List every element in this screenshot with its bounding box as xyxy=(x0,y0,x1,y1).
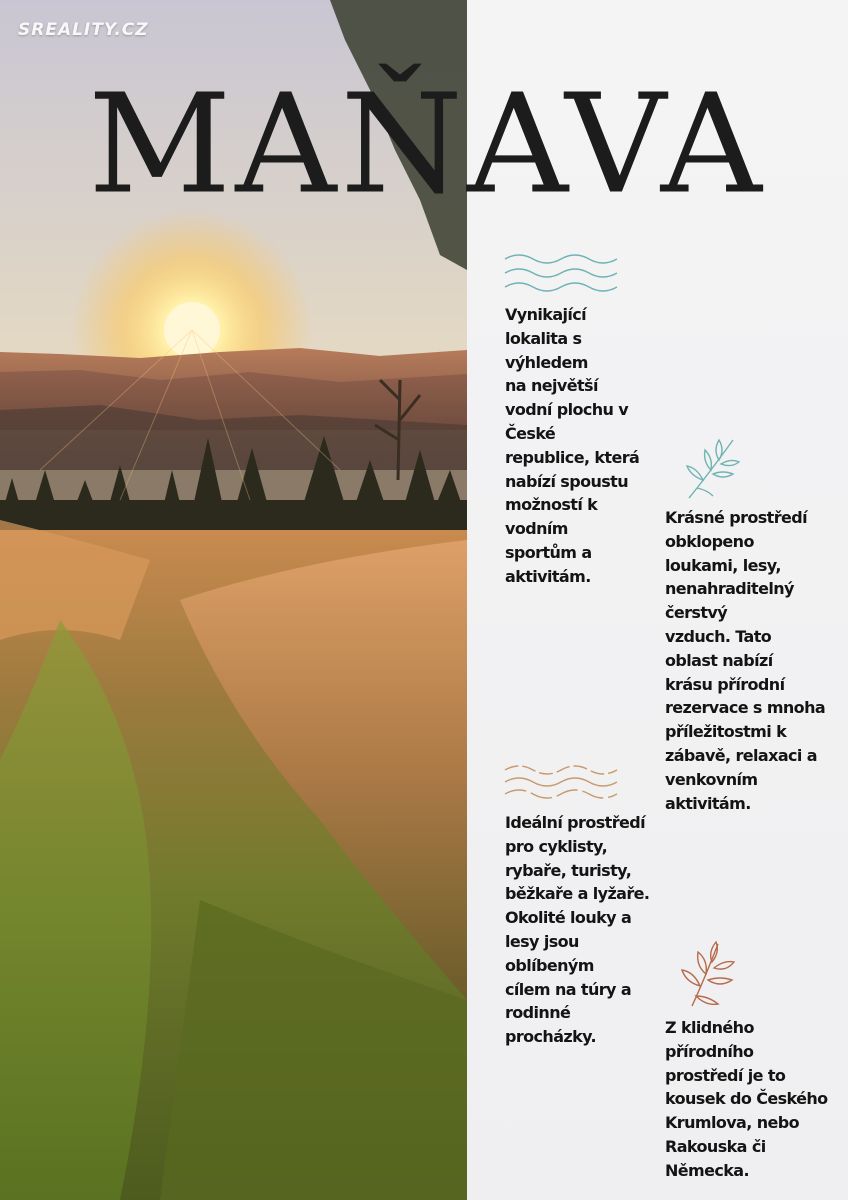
watermark-logo: SREALITY.CZ xyxy=(18,20,149,40)
leaf-branch-icon xyxy=(678,940,738,1010)
paragraph-activities: Ideální prostředí pro cyklisty, rybaře, turisty, běžkaře a lyžaře. Okolité louky a lesy jsou oblíbeným cílem na túry a rodinné procházky. xyxy=(505,813,650,1047)
leaf-branch-icon xyxy=(683,436,741,502)
paragraph-nature: Krásné prostředí obklopeno loukami, lesy, nenahraditelný čerstvý vzduch. Tato oblast nabízí krásu přírodní rezervace s mnoha příležitostmi k zábavě, relaxaci a venkovním aktivitám. xyxy=(665,508,826,813)
paragraph-location: Vynikající lokalita s výhledem na největší vodní plochu v České republice, která nabízí spoustu možností k vodním sportům a aktivitám. xyxy=(505,305,640,586)
wave-lines-icon xyxy=(503,762,619,802)
page-title: MAŇAVA xyxy=(88,65,766,225)
wave-lines-icon xyxy=(503,251,619,295)
paragraph-nearby: Z klidného přírodního prostředí je to kousek do Českého Krumlova, nebo Rakouska či Německa. xyxy=(665,1018,828,1180)
